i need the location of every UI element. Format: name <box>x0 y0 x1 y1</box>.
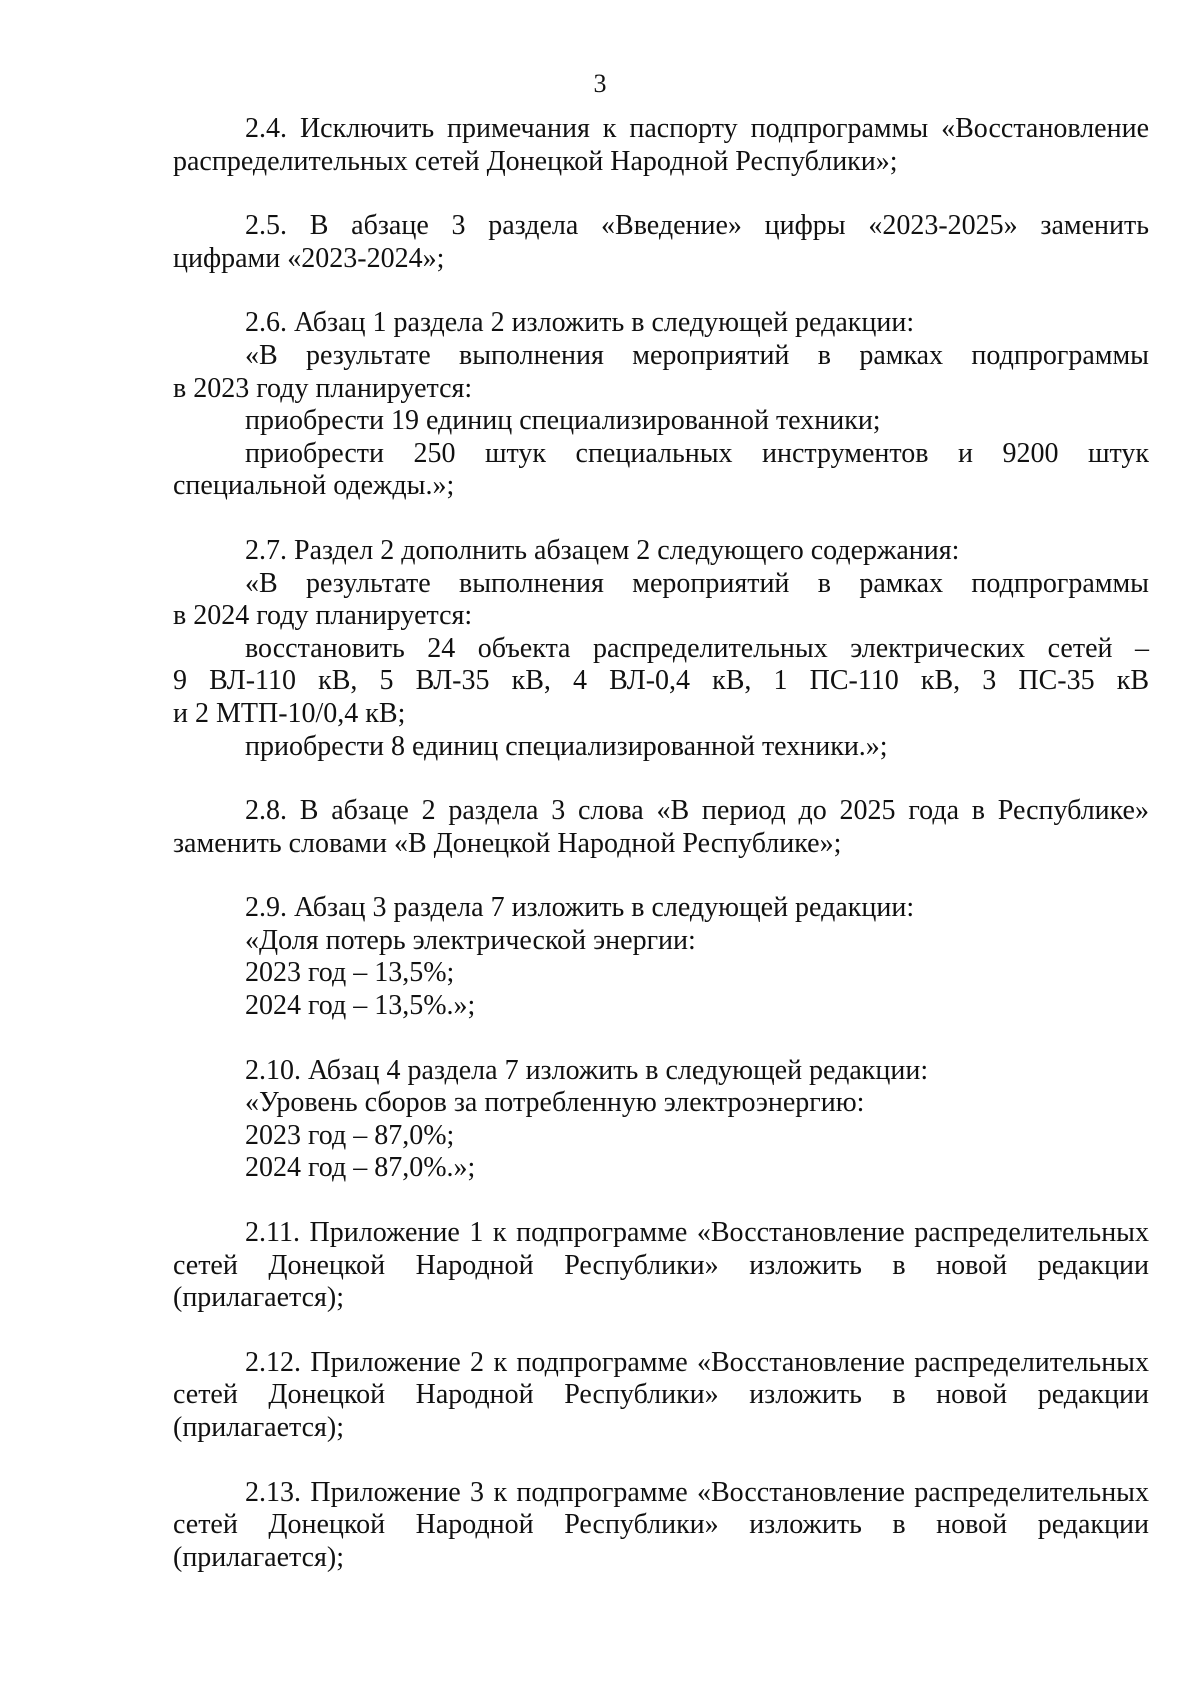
paragraph-2-10 <box>173 1055 1149 1185</box>
text-line: 9 ВЛ-110 кВ, 5 ВЛ-35 кВ, 4 ВЛ-0,4 кВ, 1 ПС-110 кВ, 3 ПС-35 кВ <box>173 665 1149 697</box>
text-line: и 2 МТП-10/0,4 кВ; <box>173 697 406 729</box>
paragraph-2-12 <box>173 1347 1149 1445</box>
text-line: заменить словами «В Донецкой Народной Республике»; <box>173 827 842 859</box>
paragraph-2-4 <box>173 113 1149 178</box>
text-line: 2.12. Приложение 2 к подпрограмме «Восстановление распределительных <box>245 1346 1149 1378</box>
text-line: «Уровень сборов за потребленную электроэнергию: <box>245 1087 865 1119</box>
text-line: 2024 год – 87,0%.»; <box>245 1152 476 1184</box>
text-line: в 2024 году планируется: <box>173 600 473 632</box>
text-line: (прилагается); <box>173 1282 345 1314</box>
text-line: сетей Донецкой Народной Республики» изложить в новой редакции <box>173 1509 1149 1541</box>
text-line: «В результате выполнения мероприятий в рамках подпрограммы <box>245 567 1149 599</box>
text-line: сетей Донецкой Народной Республики» изложить в новой редакции <box>173 1249 1149 1281</box>
text-line: 2.8. В абзаце 2 раздела 3 слова «В период до 2025 года в Республике» <box>245 795 1149 827</box>
text-line: «Доля потерь электрической энергии: <box>245 924 696 956</box>
text-line: 2.5. В абзаце 3 раздела «Введение» цифры «2023-2025» заменить <box>245 210 1149 242</box>
text-line: восстановить 24 объекта распределительных электрических сетей – <box>245 632 1149 664</box>
text-line: приобрести 8 единиц специализированной техники.»; <box>245 730 888 762</box>
text-line: в 2023 году планируется: <box>173 372 473 404</box>
paragraph-2-6 <box>173 307 1149 503</box>
text-line: «В результате выполнения мероприятий в рамках подпрограммы <box>245 339 1149 371</box>
text-line: приобрести 19 единиц специализированной техники; <box>245 405 881 437</box>
text-line: 2023 год – 87,0%; <box>245 1119 455 1151</box>
page-number: 3 <box>593 69 607 98</box>
text-line: (прилагается); <box>173 1412 345 1443</box>
text-line: 2024 год – 13,5%.»; <box>245 990 476 1022</box>
text-line: 2023 год – 13,5%; <box>245 957 455 989</box>
paragraph-2-13 <box>173 1477 1149 1575</box>
text-line: цифрами «2023-2024»; <box>173 242 445 274</box>
text-line: 2.13. Приложение 3 к подпрограмме «Восстановление распределительных <box>245 1476 1149 1508</box>
paragraph-2-5 <box>173 210 1149 275</box>
paragraph-2-11 <box>173 1217 1149 1315</box>
text-line: специальной одежды.»; <box>173 470 455 502</box>
text-line: 2.6. Абзац 1 раздела 2 изложить в следующей редакции: <box>245 307 915 339</box>
text-line: распределительных сетей Донецкой Народной Республики»; <box>173 145 898 177</box>
paragraph-2-9 <box>173 892 1149 1022</box>
text-line: 2.4. Исключить примечания к паспорту подпрограммы «Восстановление <box>245 113 1149 144</box>
text-line: 2.11. Приложение 1 к подпрограмме «Восстановление распределительных <box>245 1217 1149 1249</box>
paragraph-2-8 <box>173 795 1149 860</box>
text-line: 2.7. Раздел 2 дополнить абзацем 2 следующего содержания: <box>245 534 960 566</box>
paragraph-2-7 <box>173 535 1149 763</box>
document-body <box>173 113 1149 1574</box>
text-line: приобрести 250 штук специальных инструментов и 9200 штук <box>245 437 1149 469</box>
text-line: сетей Донецкой Народной Республики» изложить в новой редакции <box>173 1379 1149 1411</box>
text-line: 2.9. Абзац 3 раздела 7 изложить в следующей редакции: <box>245 892 915 924</box>
text-line: 2.10. Абзац 4 раздела 7 изложить в следующей редакции: <box>245 1054 929 1086</box>
text-line: (прилагается); <box>173 1541 345 1573</box>
